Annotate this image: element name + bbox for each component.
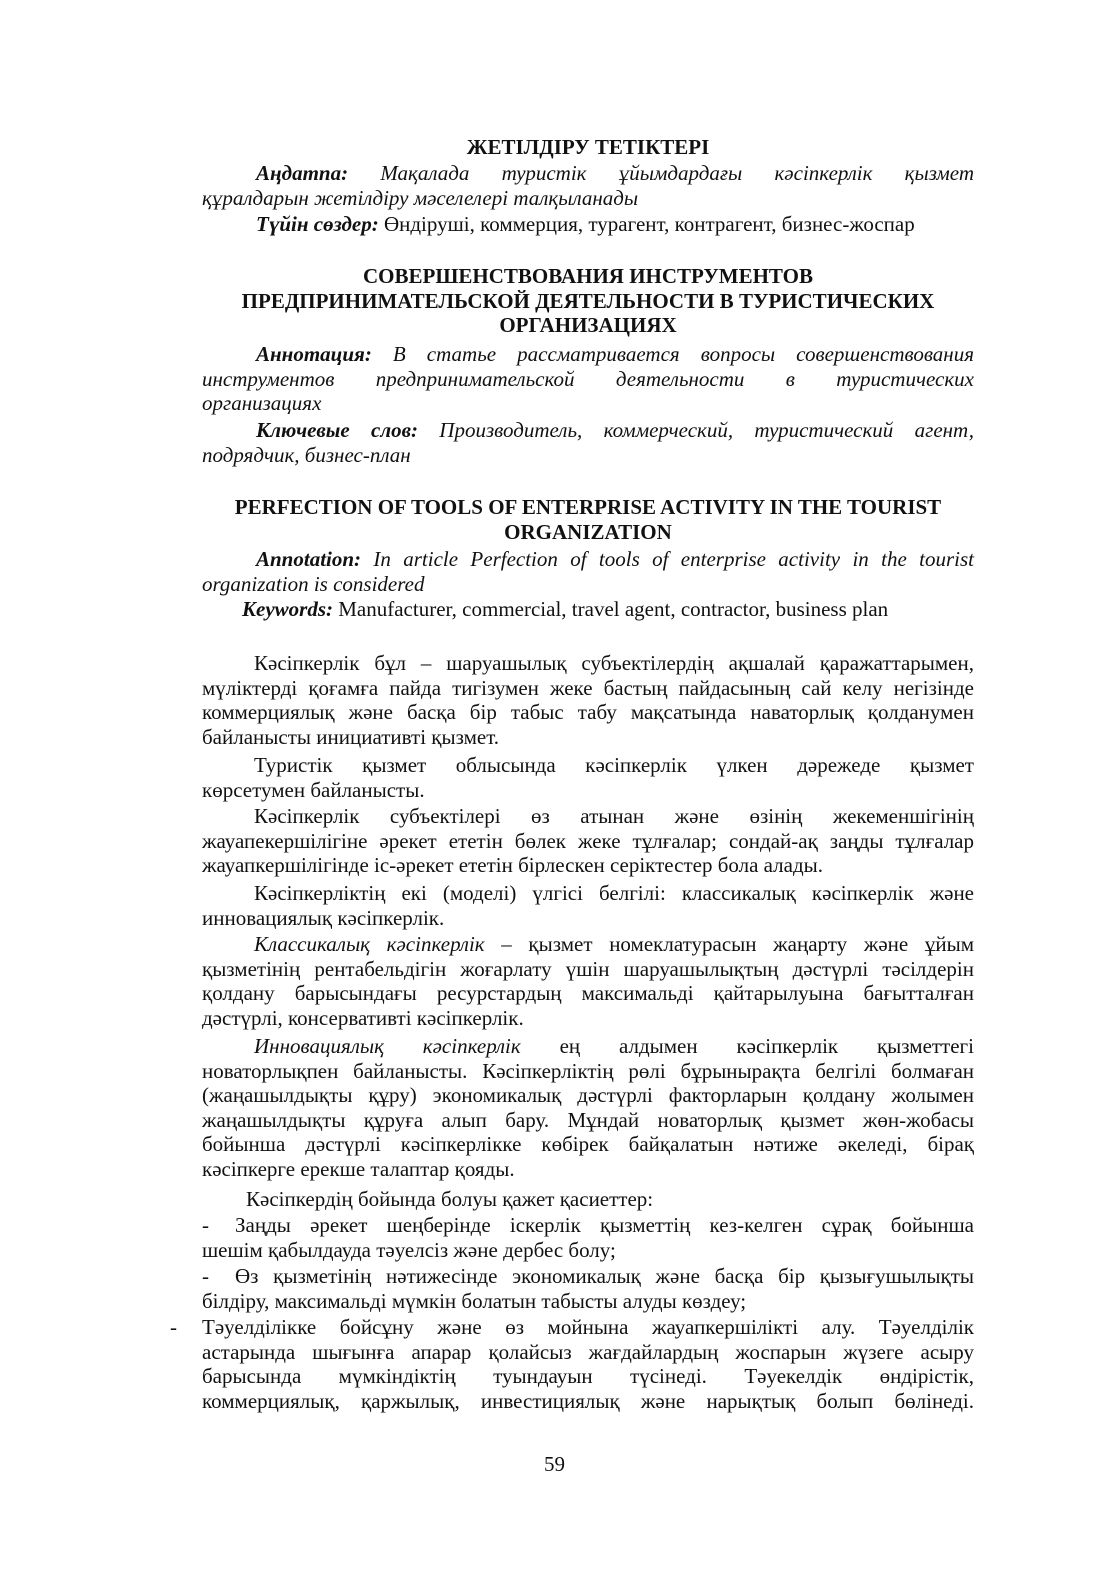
ru-abstract-label: Аннотация: [256,342,372,366]
ru-abstract: Аннотация: В статье рассматривается вопросы совершенствования инструментов предпринимательской деятельности в туристических организациях [202,342,974,415]
paragraph-7: Кәсіпкердің бойында болуы қажет қасиеттер: [246,1187,654,1211]
paragraph-5: Классикалық кәсіпкерлік – қызмет номеклатурасын жаңарту және ұйым қызметінің рентабельдігін жоғарлату үшін шаруашылықтың дәстүрлі тәсілдерін қолдану барысындағы ресурстардың максимальді қайтарылуына бағытталған дәстүрлі, консервативті кәсіпкерлік. [202,932,975,1030]
kz-keywords-text: Өндіруші, коммерция, турагент, контрагент, бизнес-жоспар [378,212,915,236]
kz-keywords [202,212,974,237]
en-keywords-text: Manufacturer, commercial, travel agent, contractor, business plan [333,597,889,621]
list-item-1: - Заңды әрекет шеңберінде іскерлік қызметтің кез-келген сұрақ бойынша шешім қабылдауда тәуелсіз және дербес болу; [202,1213,974,1262]
ru-keywords-label: Ключевые слов: [256,418,418,442]
en-title: PERFECTION OF TOOLS OF ENTERPRISE ACTIVITY IN THE TOURIST ORGANIZATION [234,495,942,544]
kz-abstract-line-2: құралдарын жетілдіру мәселелері талқыланады [202,185,639,210]
en-abstract: Annotation: In article Perfection of tools of enterprise activity in the tourist organization is considered [202,547,974,596]
en-keywords [202,597,974,622]
en-keywords-label: Keywords: [242,597,333,621]
page-number: 59 [544,1452,565,1476]
paragraph-4: Кәсіпкерліктің екі (моделі) үлгісі белгілі: классикалық кәсіпкерлік және инновациялық кәсіпкерлік. [202,881,974,930]
term-classical: Классикалық кәсіпкерлік [254,932,485,956]
ru-title: СОВЕРШЕНСТВОВАНИЯ ИНСТРУМЕНТОВ ПРЕДПРИНИМАТЕЛЬСКОЙ ДЕЯТЕЛЬНОСТИ В ТУРИСТИЧЕСКИХ ОРГАНИЗАЦИЯХ [241,264,935,337]
paragraph-2: Туристік қызмет облысында кәсіпкерлік үлкен дәрежеде қызмет көрсетумен байланысты. [202,753,974,802]
list-dash: - [170,1315,177,1339]
kz-title: ЖЕТІЛДІРУ ТЕТІКТЕРІ [466,135,710,159]
list-dash: - [202,1264,209,1288]
ru-keywords: Ключевые слов: Производитель, коммерческий, туристический агент, подрядчик, бизнес-план [202,418,974,467]
kz-abstract [202,161,974,210]
en-abstract-label: Annotation: [256,547,362,571]
paragraph-6: Инновациялық кәсіпкерлік ең алдымен кәсіпкерлік қызметтегі новаторлықпен байланысты. Кәсіпкерліктің рөлі бұрынырақта белгілі болмаған (жаңашылдықты құру) экономикалық дәстүрлі факторларын қолдану жолымен жаңашылдықты құруға алып бару. Мұндай новаторлық қызмет жөн-жобасы бойынша дәстүрлі кәсіпкерлікке көбірек байқалатын нәтиже әкеледі, бірақ кәсіпкерге ерекше талаптар қояды. [202,1034,975,1181]
list-dash: - [202,1213,209,1237]
list-item-2: - Өз қызметінің нәтижесінде экономикалық және басқа бір қызығушылықты білдіру, максимальді мүмкін болатын табысты алуды көздеу; [202,1264,974,1313]
term-innovative: Инновациялық кәсіпкерлік [254,1034,521,1058]
list-item-3: - Тәуелділікке бойсұну және өз мойнына жауапкершілікті алу. Тәуелділік астарында шығынға апарар қолайсыз жағдайлардың жоспарын жүзеге асыру барысында мүмкіндіктің туындауын түсінеді. Тәуекелдік өндірістік, коммерциялық, қаржылық, инвестициялық және нарықтық болып бөлінеді. [170,1315,974,1413]
paragraph-1: Кәсіпкерлік бұл – шаруашылық субъектілердің ақшалай қаражаттарымен, мүліктерді қоғамға пайда тигізумен жеке бастың пайдасының сай келу негізінде коммерциялық және басқа бір табыс табу мақсатында наваторлық қолданумен байланысты инициативті қызмет. [202,651,974,749]
paragraph-3: Кәсіпкерлік субъектілері өз атынан және өзінің жекеменшігінің жауапекершілігіне әрекет ететін бөлек жеке тұлғалар; сондай-ақ заңды тұлғалар жауапкершілігінде іс-әрекет ететін бірлескен серіктестер бола алады. [202,804,974,877]
kz-abstract-line-1: Аңдатпа: Мақалада туристік ұйымдардағы кәсіпкерлік қызмет [256,161,974,185]
kz-keywords-label: Түйін сөздер: [256,212,379,236]
